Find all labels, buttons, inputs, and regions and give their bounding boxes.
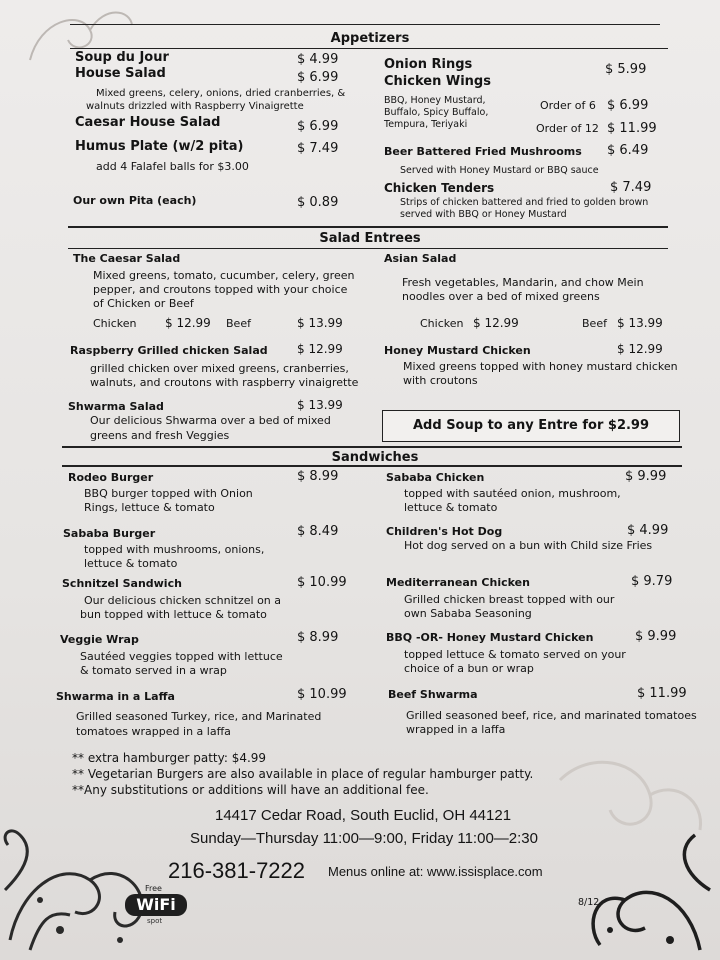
veggie-wrap-desc-2: & tomato served in a wrap	[80, 664, 227, 677]
the-caesar-beef-label: Beef	[226, 317, 251, 330]
asian-salad-desc: Fresh vegetables, Mandarin, and chow Mein	[402, 276, 644, 289]
bbq-honey-chicken-price: $ 9.99	[635, 629, 677, 644]
chicken-tenders-desc: Strips of chicken battered and fried to golden brown	[400, 197, 649, 208]
mushrooms-desc: Served with Honey Mustard or BBQ sauce	[400, 165, 599, 176]
humus-plate-name: Humus Plate (w/2 pita)	[75, 139, 244, 154]
veggie-wrap-name: Veggie Wrap	[60, 633, 139, 646]
soup-offer-text: Add Soup to any Entre for $2.99	[413, 418, 650, 433]
veggie-wrap-price: $ 8.99	[297, 630, 339, 645]
chicken-tenders-price: $ 7.49	[610, 180, 652, 195]
pita-price: $ 0.89	[297, 195, 339, 210]
sababa-burger-name: Sababa Burger	[63, 527, 156, 540]
salads-rule-top	[68, 226, 668, 228]
chicken-wings-flavors-3: Tempura, Teriyaki	[384, 119, 468, 130]
wings-order-12-price: $ 11.99	[607, 121, 657, 136]
honey-mustard-salad-desc: Mixed greens topped with honey mustard chicken	[403, 360, 678, 373]
shwarma-laffa-price: $ 10.99	[297, 687, 347, 702]
chicken-tenders-name: Chicken Tenders	[384, 181, 495, 195]
honey-mustard-salad-desc-2: with croutons	[403, 374, 478, 387]
appetizers-rule	[70, 48, 668, 49]
bbq-honey-chicken-name: BBQ -OR- Honey Mustard Chicken	[386, 631, 594, 644]
sandwiches-heading: Sandwiches	[331, 450, 419, 465]
soup-offer-box	[382, 410, 680, 442]
note-substitutions: **Any substitutions or additions will have an additional fee.	[72, 783, 429, 797]
phone: 216-381-7222	[168, 858, 306, 883]
chicken-wings-flavors-2: Buffalo, Spicy Buffalo,	[384, 107, 489, 118]
onion-rings-price: $ 5.99	[605, 62, 647, 77]
caesar-house-salad-price: $ 6.99	[297, 119, 339, 134]
rodeo-burger-name: Rodeo Burger	[68, 471, 154, 484]
wifi-badge-bottom: spot	[147, 917, 163, 925]
the-caesar-salad-name: The Caesar Salad	[73, 252, 181, 265]
honey-mustard-salad-name: Honey Mustard Chicken	[384, 344, 531, 357]
sababa-chicken-price: $ 9.99	[625, 469, 667, 484]
note-extra-patty: ** extra hamburger patty: $4.99	[72, 751, 267, 765]
bbq-honey-chicken-desc: topped lettuce & tomato served on your	[404, 648, 626, 661]
shwarma-laffa-desc: Grilled seasoned Turkey, rice, and Marinated	[76, 710, 322, 723]
mediterranean-chicken-price: $ 9.79	[631, 574, 673, 589]
honey-mustard-salad-price: $ 12.99	[617, 342, 663, 356]
shwarma-salad-desc: Our delicious Shwarma over a bed of mixed	[90, 414, 331, 427]
the-caesar-chicken-price: $ 12.99	[165, 316, 211, 330]
beef-shwarma-price: $ 11.99	[637, 686, 687, 701]
mushrooms-name: Beer Battered Fried Mushrooms	[384, 145, 582, 158]
wings-order-6-price: $ 6.99	[607, 98, 649, 113]
rodeo-burger-desc-2: Rings, lettuce & tomato	[84, 501, 215, 514]
shwarma-salad-name: Shwarma Salad	[68, 400, 164, 413]
asian-chicken-label: Chicken	[420, 317, 464, 330]
the-caesar-beef-price: $ 13.99	[297, 316, 343, 330]
schnitzel-sandwich-price: $ 10.99	[297, 575, 347, 590]
note-vegetarian: ** Vegetarian Burgers are also available in place of regular hamburger patty.	[72, 767, 534, 781]
bbq-honey-chicken-desc-2: choice of a bun or wrap	[404, 662, 534, 675]
schnitzel-sandwich-desc: Our delicious chicken schnitzel on a	[84, 594, 282, 607]
soup-du-jour-name: Soup du Jour	[75, 50, 169, 65]
shwarma-laffa-name: Shwarma in a Laffa	[56, 690, 175, 703]
mediterranean-chicken-name: Mediterranean Chicken	[386, 576, 530, 589]
shwarma-laffa-desc-2: tomatoes wrapped in a laffa	[76, 725, 231, 738]
sababa-burger-price: $ 8.49	[297, 524, 339, 539]
appetizers-rule-top	[70, 24, 660, 25]
sababa-burger-desc-2: lettuce & tomato	[84, 557, 178, 570]
sandwiches-rule-top	[62, 446, 682, 448]
mediterranean-chicken-desc: Grilled chicken breast topped with our	[404, 593, 615, 606]
humus-plate-desc: add 4 Falafel balls for $3.00	[96, 160, 249, 173]
salads-rule	[68, 248, 668, 249]
wings-order-6-label: Order of 6	[540, 99, 596, 112]
chicken-wings-name: Chicken Wings	[384, 74, 491, 89]
house-salad-name: House Salad	[75, 66, 166, 81]
wifi-badge	[125, 884, 189, 928]
onion-rings-name: Onion Rings	[384, 57, 473, 72]
beef-shwarma-name: Beef Shwarma	[388, 688, 478, 701]
wings-order-12-label: Order of 12	[536, 122, 599, 135]
sababa-chicken-desc: topped with sautéed onion, mushroom,	[404, 487, 621, 500]
mushrooms-price: $ 6.49	[607, 143, 649, 158]
the-caesar-salad-desc: Mixed greens, tomato, cucumber, celery, green	[93, 269, 355, 282]
raspberry-salad-desc-2: walnuts, and croutons with raspberry vinaigrette	[90, 376, 359, 389]
the-caesar-salad-desc-3: of Chicken or Beef	[93, 297, 194, 310]
childrens-hot-dog-desc: Hot dog served on a bun with Child size Fries	[404, 539, 653, 552]
appetizers-heading: Appetizers	[330, 31, 410, 46]
asian-salad-name: Asian Salad	[384, 252, 457, 265]
rodeo-burger-desc: BBQ burger topped with Onion	[84, 487, 253, 500]
asian-salad-desc-2: noodles over a bed of mixed greens	[402, 290, 600, 303]
shwarma-salad-price: $ 13.99	[297, 398, 343, 412]
asian-beef-label: Beef	[582, 317, 607, 330]
shwarma-salad-desc-2: greens and fresh Veggies	[90, 429, 230, 442]
chicken-wings-flavors: BBQ, Honey Mustard,	[384, 95, 486, 106]
sandwiches-rule	[62, 465, 682, 467]
beef-shwarma-desc-2: wrapped in a laffa	[406, 723, 506, 736]
childrens-hot-dog-price: $ 4.99	[627, 523, 669, 538]
schnitzel-sandwich-name: Schnitzel Sandwich	[62, 577, 182, 590]
sababa-chicken-name: Sababa Chicken	[386, 471, 485, 484]
asian-chicken-price: $ 12.99	[473, 316, 519, 330]
soup-du-jour-price: $ 4.99	[297, 52, 339, 67]
wifi-badge-top: Free	[145, 884, 162, 893]
raspberry-salad-desc: grilled chicken over mixed greens, cranberries,	[90, 362, 349, 375]
menu-date: 8/12	[578, 897, 600, 908]
salads-heading: Salad Entrees	[319, 231, 421, 246]
mediterranean-chicken-desc-2: own Sababa Seasoning	[404, 607, 532, 620]
schnitzel-sandwich-desc-2: bun topped with lettuce & tomato	[80, 608, 267, 621]
hours: Sunday—Thursday 11:00—9:00, Friday 11:00—2:30	[190, 830, 538, 847]
menus-online: Menus online at: www.issisplace.com	[328, 864, 543, 879]
pita-name: Our own Pita (each)	[73, 194, 197, 207]
humus-plate-price: $ 7.49	[297, 141, 339, 156]
wifi-icon: WiFi	[125, 894, 187, 916]
raspberry-salad-price: $ 12.99	[297, 342, 343, 356]
the-caesar-chicken-label: Chicken	[93, 317, 137, 330]
veggie-wrap-desc: Sautéed veggies topped with lettuce	[80, 650, 283, 663]
childrens-hot-dog-name: Children's Hot Dog	[386, 525, 503, 538]
house-salad-desc-2: walnuts drizzled with Raspberry Vinaigrette	[86, 101, 304, 112]
address: 14417 Cedar Road, South Euclid, OH 44121	[215, 807, 512, 824]
rodeo-burger-price: $ 8.99	[297, 469, 339, 484]
caesar-house-salad-name: Caesar House Salad	[75, 115, 221, 130]
house-salad-price: $ 6.99	[297, 70, 339, 85]
chicken-tenders-desc-2: served with BBQ or Honey Mustard	[400, 209, 567, 220]
the-caesar-salad-desc-2: pepper, and croutons topped with your choice	[93, 283, 348, 296]
sababa-burger-desc: topped with mushrooms, onions,	[84, 543, 265, 556]
sababa-chicken-desc-2: lettuce & tomato	[404, 501, 498, 514]
raspberry-salad-name: Raspberry Grilled chicken Salad	[70, 344, 268, 357]
beef-shwarma-desc: Grilled seasoned beef, rice, and marinated tomatoes	[406, 709, 697, 722]
asian-beef-price: $ 13.99	[617, 316, 663, 330]
house-salad-desc: Mixed greens, celery, onions, dried cranberries, &	[96, 88, 346, 99]
